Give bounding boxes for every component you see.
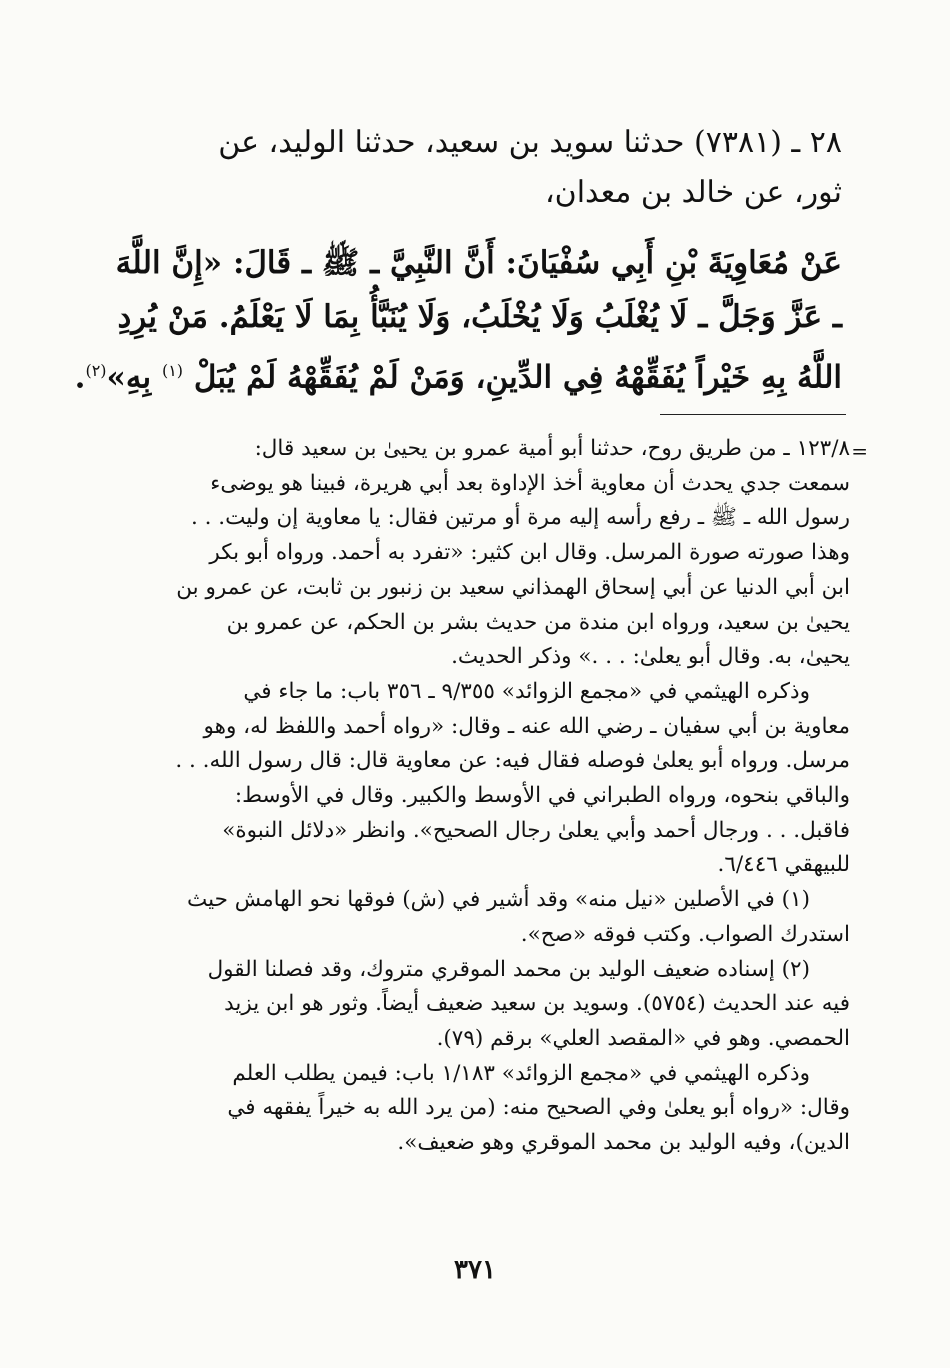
hadith-chain (140, 118, 842, 218)
continuation-mark: = (851, 439, 868, 463)
matn-line: عَنْ مُعَاوِيَةَ بْنِ أَبِي سُفْيَانَ: أَنَّ النَّبِيَّ ـ ﷺ ـ قَالَ: «إِنَّ اللَّهَ (115, 245, 842, 281)
footnote-line: مرسل. ورواه أبو يعلىٰ فوصله فقال فيه: عن معاوية قال: قال رسول الله. . . (175, 748, 850, 774)
footnote-line: معاوية بن أبي سفيان ـ رضي الله عنه ـ وقال: «رواه أحمد واللفظ له، وهو (203, 713, 850, 739)
footnote-line: وذكره الهيثمي في «مجمع الزوائد» ١/١٨٣ باب: فيمن يطلب العلم (232, 1060, 810, 1086)
matn-tail-word: بِهِ» (106, 359, 152, 396)
footnote-line: والباقي بنحوه، ورواه الطبراني في الأوسط والكبير. وقال في الأوسط: (234, 783, 850, 809)
footnote-line: يحيىٰ، به. وقال أبو يعلىٰ: . . .» وذكر الحديث. (451, 644, 850, 670)
footnote-line: للبيهقي ٦/٤٤٦. (717, 852, 850, 878)
footnote-separator (660, 414, 846, 415)
footnote-line: وقال: «رواه أبو يعلىٰ وفي الصحيح منه: (من يرد الله به خيراً يفقهه في (227, 1095, 850, 1121)
footnote-line: ابن أبي الدنيا عن أبي إسحاق الهمذاني سعيد بن زنبور بن ثابت، عن عمرو بن (176, 574, 850, 600)
footnote-marker-1: (١) (161, 361, 184, 380)
footnote-line: استدرك الصواب. وكتب فوقه «صح». (520, 921, 850, 947)
footnotes (140, 432, 868, 1161)
footnote-line: (٢) إسناده ضعيف الوليد بن محمد الموقري متروك، وقد فصلنا القول (207, 956, 810, 982)
footnote-line: (١) في الأصلين «نيل منه» وقد أشير في (ش) فوقها نحو الهامش حيث (186, 887, 810, 913)
footnote-line: يحيىٰ بن سعيد، ورواه ابن مندة من حديث بشر بن الحكم، عن عمرو بن (226, 609, 850, 635)
footnote-line: فيه عند الحديث (٥٧٥٤). وسويد بن سعيد ضعيف أيضاً. وثور هو ابن يزيد (224, 991, 850, 1017)
page-number: ٣٧١ (454, 1255, 496, 1285)
hadith-text (74, 236, 842, 404)
footnote-line: الحمصي. وهو في «المقصد العلي» برقم (٧٩). (436, 1025, 850, 1051)
footnote-1 (140, 883, 850, 952)
footnote-line: وذكره الهيثمي في «مجمع الزوائد» ٩/٣٥٥ ـ ٣٥٦ باب: ما جاء في (243, 678, 810, 704)
matn-line-last (74, 344, 842, 404)
chain-line: ثور، عن خالد بن معدان، (545, 175, 842, 210)
footnote-2 (140, 953, 850, 1057)
matn-line: ـ عَزَّ وَجَلَّ ـ لَا يُغْلَبُ وَلَا يُخْلَبُ، وَلَا يُنَبَّأُ بِمَا لَا يَعْلَمُ. مَنْ يُرِدِ (117, 299, 842, 335)
matn-tail-end: . (74, 359, 86, 396)
footnote-line: وهذا صورته صورة المرسل. وقال ابن كثير: «تفرد به أحمد. ورواه أبو بكر (209, 540, 850, 566)
footnote-marker-2: (٢) (85, 361, 107, 380)
footnote-line: رسول الله ـ ﷺ ـ رفع رأسه إليه مرة أو مرتين فقال: يا معاوية إن وليت. . . (190, 505, 850, 531)
footnote-line: ١٢٣/٨ ـ من طريق روح، حدثنا أبو أمية عمرو بن يحيىٰ بن سعيد قال: (254, 436, 850, 461)
footnote-line: فاقبل. . . ورجال أحمد وأبي يعلىٰ رجال الصحيح». وانظر «دلائل النبوة» (222, 817, 850, 843)
footnote-line: الدين)، وفيه الوليد بن محمد الموقري وهو ضعيف». (397, 1130, 850, 1156)
footnote-haythami (140, 675, 850, 883)
footnote-continued (140, 432, 850, 675)
footnote-2-haythami (140, 1057, 850, 1161)
matn-line: اللَّهُ بِهِ خَيْراً يُفَقِّهْهُ فِي الدِّينِ، وَمَنْ لَمْ يُفَقِّهْهُ لَمْ يُبَلْ (193, 359, 842, 396)
footnote-line: سمعت جدي يحدث أن معاوية أخذ الإداوة بعد أبي هريرة، فبينا هو يوضىء (210, 470, 850, 496)
chain-line: ٢٨ ـ (٧٣٨١) حدثنا سويد بن سعيد، حدثنا الوليد، عن (218, 125, 842, 160)
